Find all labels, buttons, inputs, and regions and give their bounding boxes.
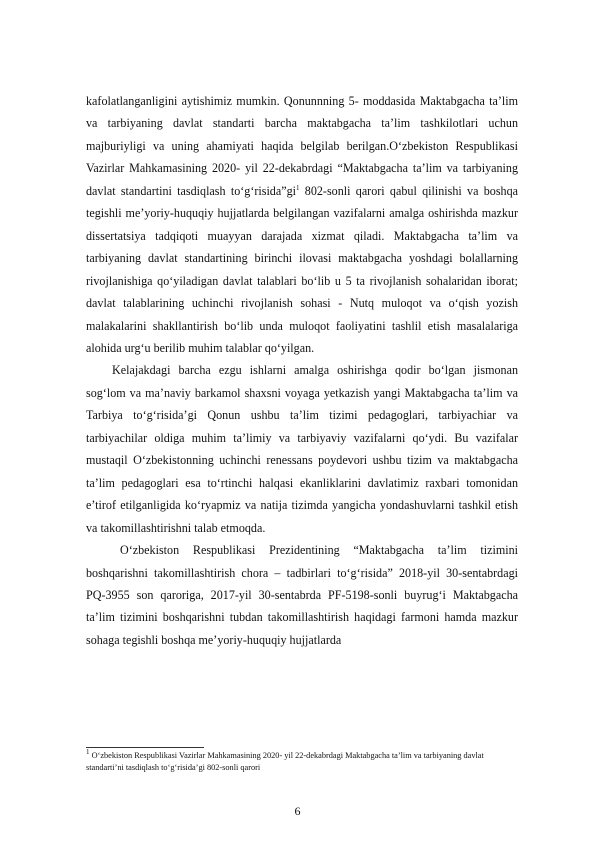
paragraph-2: Kelajakdagi barcha ezgu ishlarni amalga oshirishga qodir bo‘lgan jismonan sog‘lom va ma’naviy barkamol shaxsni voyaga yetkazish yangi Maktabgacha ta’lim va Tarbiya to‘g‘risida’gi Qonun ushbu ta’lim tizimi pedagoglari, tarbiyachiar va tarbiyachilar oldiga muhim ta’limiy va tarbiyaviy vazifalarni qo‘ydi. Bu vazifalar mustaqil O‘zbekistonning uchinchi renessans poydevori ushbu tizim va maktabgacha ta’lim pedagoglari esa to‘rtinchi halqasi ekanliklarini davlatimiz raxbari tomonidan e’tirof etilganligida ko‘ryapmiz va natija tizimda yangicha yondashuvlarni tashkil etish va takomillashtirishni talab etmoqda.	[86, 363, 518, 535]
paragraph-1	[86, 90, 518, 359]
paragraph-1-text-end: 802-sonli qarori qabul qilinishi va boshqa tegishli me’yoriy-huquqiy hujjatlarda belgilangan vazifalarni amalga oshirishda mazkur dissertatsiya tadqiqoti muayyan darajada xizmat qiladi. Maktabgacha ta’lim va tarbiyaning davlat standartining birinchi ilovasi maktabgacha yoshdagi bolallarning rivojlanishiga qo‘yiladigan davlat talablari bo‘lib u 5 ta rivojlanish sohalaridan iborat; davlat talablarining uchinchi rivojlanish sohasi - Nutq muloqot va o‘qish yozish malakalarini shakllantirish bo‘lib unda muloqot faoliyatini tashlil etish masalalariga alohida urg‘u berilib muhim talablar qo‘yilgan.	[86, 183, 518, 355]
body-text	[86, 90, 518, 651]
footnote-reference[interactable]: 1	[296, 183, 300, 192]
footnote-number: 1	[86, 748, 90, 757]
paragraph-3: O‘zbekiston Respublikasi Prezidentining “Maktabgacha ta’lim tizimini boshqarishni takomillashtirish chora – tadbirlari to‘g‘risida” 2018-yil 30-sentabrdagi PQ-3955 son qaroriga, 2017-yil 30-sentabrda PF-5198-sonli buyrug‘i Maktabgacha ta’lim tizimini boshqarishni tubdan takomillashtirish haqidagi farmoni hamda mazkur sohaga tegishli boshqa me’yoriy-huquqiy hujjatlarda	[86, 543, 518, 647]
footnote-separator	[86, 747, 204, 748]
page-number: 6	[294, 804, 301, 818]
footnote	[86, 750, 518, 774]
paragraph-1-text-start: kafolatlanganligini aytishimiz mumkin. Qonunnning 5- moddasida Maktabgacha ta’lim va tarbiyaning davlat standarti barcha maktabgacha ta’lim tashkilotlari uchun majburiyligi va uning ahamiyati haqida belgilab berilgan.O‘zbekiston Respublikasi Vazirlar Mahkamasining 2020- yil 22-dekabrdagi “Maktabgacha ta’lim va tarbiyaning davlat standartini tasdiqlash to‘g‘risida”gi	[86, 94, 518, 198]
footnote-text: O‘zbekiston Respublikasi Vazirlar Mahkamasining 2020- yil 22-dekabrdagi Maktabgacha ta’lim va tarbiyaning davlat standarti’ni tasdiqlash to‘g‘risida’gi 802-sonli qarori	[86, 751, 484, 772]
